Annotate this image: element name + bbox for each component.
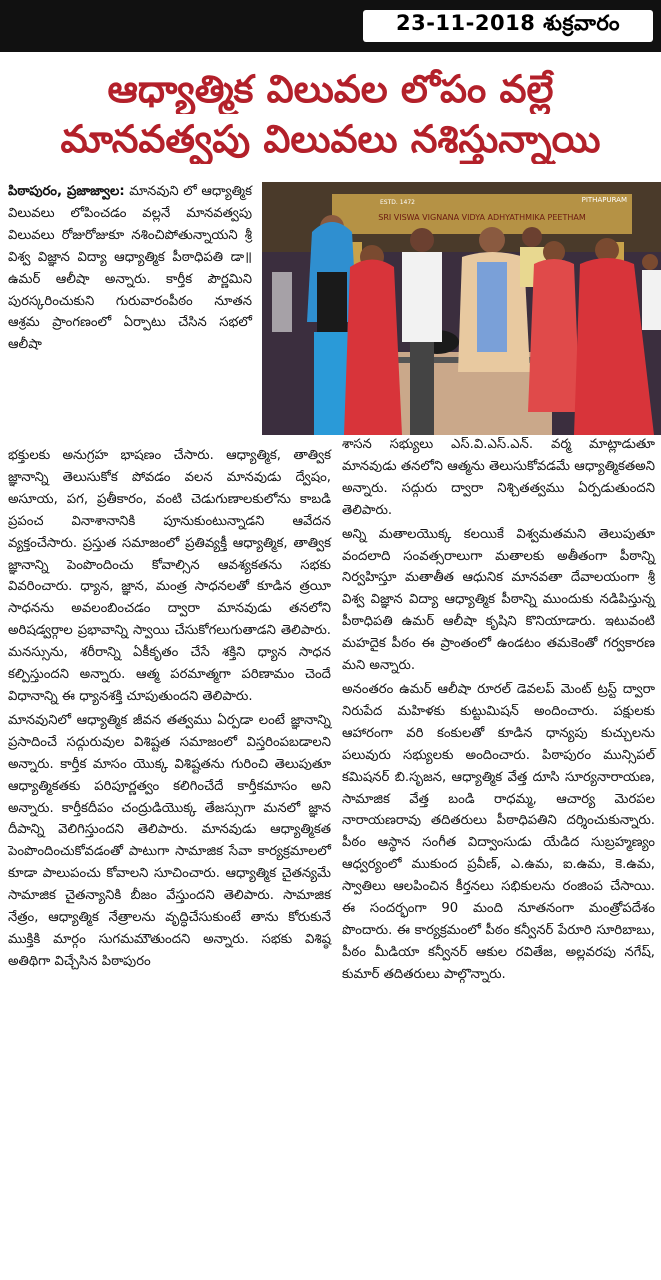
article-paragraph: అనంతరం ఉమర్ ఆలీషా రూరల్ డెవలప్ మెంట్ ట్రస్ట్ ద్వారా నిరుపేద మహిళకు కుట్టుమిషన్ అందించారు. పక్షులకు ఆహారంగా వరి కంకులతో కూడిన ధాన్యపు కుచ్చులను పలువురు సభ్యులకు అందించారు. పిఠాపురం మున్సిపల్ కమిషనర్ బి.సృజన, ఆధ్యాత్మిక వేత్త దూసి సూర్యనారాయణ, సామాజిక వేత్త బండి రాధమ్మ, ఆచార్య మెరపల నారాయణరావు తదితరులు పీఠాధిపతిని దర్శించుకున్నారు. పీఠం ఆస్థాన సంగీత విద్వాంసుడు యేడిద సుబ్రహ్మణ్యం ఆధ్వర్యంలో ముకుంద ప్రవీణ్, ఎ.ఉమ, ఐ.ఉమ, కె.ఉమ, స్వాతిలు ఆలపించిన కీర్తనలు సభికులను రంజింప చేసాయి. ఈ సందర్భంగా 90 మంది నూతనంగా మంత్రోపదేశం పొందారు. ఈ కార్యక్రమంలో పీఠం కన్వీనర్ పేరూరి సూరిబాబు, పీఠం మీడియా కన్వీనర్ ఆకుల రవితేజ, అల్లవరపు నగేష్, కుమార్ తదితరులు పాల్గొన్నారు.: [342, 681, 655, 982]
article-dateline: పిఠాపురం, ప్రజాజ్వాల:: [8, 184, 125, 199]
issue-date: 23-11-2018 శుక్రవారం: [363, 10, 653, 42]
article-paragraph: శాసన సభ్యులు ఎస్.వి.ఎస్.ఎన్. వర్మ మాట్లాడుతూ మానవుడు తనలోని ఆత్మను తెలుసుకోవడమే ఆధ్యాత్మికతఅని అన్నారు. సద్గురు ద్వారా నిశ్చితత్వము ఏర్పడుతుందని తెలిపారు.: [342, 437, 655, 518]
event-photo-illustration: [262, 182, 661, 435]
article-paragraph: భక్తులకు అనుగ్రహ భాషణం చేసారు. ఆధ్యాత్మిక, తాత్విక జ్ఞానాన్ని తెలుసుకోక పోవడం వలన మానవుడు ద్వేషం, అసూయ, పగ, ప్రతీకారం, వంటి చెడుగుణాలకులోను కాబడి ప్రపంచ వినాశానానికి పూనుకుంటున్నాడని ఆవేదన వ్యక్తంచేసారు. ప్రస్తుత సమాజంలో ప్రతివ్యక్తీ ఆధ్యాత్మిక, తాత్విక జ్ఞానాన్ని పెంపొందించు కోవాల్సిన ఆవశ్యకతను సభకు వివరించారు. ధ్యాన, జ్ఞాన, మంత్ర సాధనలతో కూడిన త్రయీ సాధనను అవలంబించడం ద్వారా మానవుడు తనలోని అరిషడ్వర్గాల ప్రభావాన్ని స్వాయి చేసుకోగలుగుతాడని తెలిపారు. మనస్సును, శరీరాన్ని ఏకీకృతం చేసే శక్తిని ధ్యాన సాధన కల్పిస్తుందని అన్నారు. ఆత్మ పరమాత్మగా పరిణామం చెందే విధానాన్ని ఈ ధ్యానశక్తి చూపుతుందని తెలిపారు.: [8, 448, 331, 704]
headline-line-1: ఆధ్యాత్మిక విలువల లోపం వల్లే: [107, 67, 554, 111]
photo-banner-text: SRI VISWA VIGNANA VIDYA ADHYATHMIKA PEETHAM: [378, 213, 586, 222]
article-left-top: [8, 181, 252, 358]
photo-banner-right: PITHAPURAM: [581, 196, 627, 204]
photo-banner-left: ESTD. 1472: [380, 199, 415, 206]
article-paragraph: మానవునిలో ఆధ్యాత్మిక జీవన తత్వము ఏర్పడా లంటే జ్ఞానాన్ని ప్రసాదించే సద్గురువుల విశిష్టత సమాజంలో విస్తరింపబడాలని అన్నారు. కార్తీక మాసం యొక్క విశిష్టతను గురించి తెలుపుతూ ఆధ్యాత్మికతకు పరిపూర్ణత్వం కలిగించేదే కార్తీకమాసం అని అన్నారు. కార్తీకదీపం చంద్రుడియొక్క తేజస్సుగా మనలో జ్ఞాన దీపాన్ని వెలిగిస్తుందని తెలిపారు. మానవుడు ఆధ్యాత్మికత పెంపొందించుకోవడంతో పాటుగా సామాజిక సేవా కార్యక్రమాలలో కూడా పాలుపంచు కోవాలని సూచించారు. ఆధ్యాత్మిక చైతన్యమే సామాజిక చైతన్యానికి బీజం వేస్తుందని తెలిపారు. సామాజిక నేత్రం, ఆధ్యాత్మిక నేత్రాలను వృద్ధిచేసుకుంటే తాను కోరుకునే ముక్తికి మార్గం సుగమమౌతుందని అన్నారు. సభకు విశిష్ఠ అతిథిగా విచ్చేసిన పిఠాపురం: [8, 712, 331, 969]
article-right-column: [342, 434, 655, 988]
article-paragraph: అన్ని మతాలయొక్క కలయికే విశ్వమతమని తెలుపుతూ వందలాది సంవత్సరాలుగా మతాలకు అతీతంగా పీఠాన్ని నిర్వహిస్తూ మతాతీత ఆధునిక మానవతా దేవాలయంగా శ్రీ విశ్వ విజ్ఞాన విద్యా ఆధ్యాత్మిక పీఠాన్ని ముందుకు నడిపిస్తున్న పీఠాధిపతి ఉమర్ ఆలీషా కృషిని కొనియాడారు. ఇటువంటి మహదైక పీఠం ఈ ప్రాంతంలో ఉండటం తమకెంతో గర్వకారణ మని అన్నారు.: [342, 526, 655, 674]
article-left-column: [8, 445, 331, 975]
event-photo: [262, 182, 661, 435]
header-bar: [0, 0, 661, 52]
headline-line-2: మానవత్వపు విలువలు నశిస్తున్నాయి: [60, 117, 601, 161]
article-lead-text: మానవుని లో ఆధ్యాత్మిక విలువలు లోపించడం వల్లనే మానవత్వపు విలువలు రోజురోజుకూ నశించిపోతున్నాయని శ్రీ విశ్వ విజ్ఞాన విద్యా ఆధ్యాత్మిక పీఠాధిపతి డా॥ ఉమర్ ఆలీషా అన్నారు. కార్తీక పౌర్ణమిని పురస్కరించుకుని గురువారంపీఠం నూతన ఆశ్రమ ప్రాంగణంలో ఏర్పాటు చేసిన సభలో ఆలీషా: [8, 184, 252, 353]
